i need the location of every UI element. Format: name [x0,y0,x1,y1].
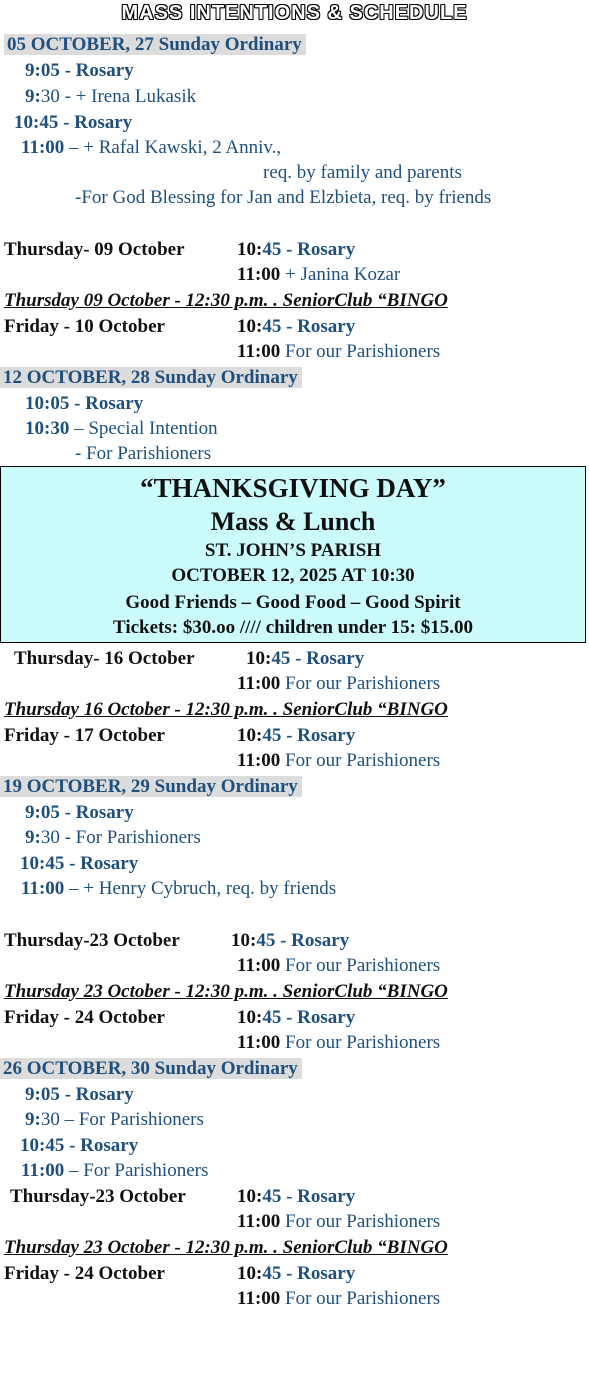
mass-intention: 45 - Rosary [271,648,365,669]
mass-line [237,315,355,339]
mass-line [231,929,349,953]
mass-line [246,647,364,671]
mass-intention: For our Parishioners [280,1288,441,1309]
mass-intention: For our Parishioners [280,955,441,976]
mass-time: 11:00 [237,955,281,976]
mass-intention: 30 - + Irena Lukasik [40,86,197,107]
mass-intention: For our Parishioners [280,750,441,771]
weekday-label: Thursday- 09 October [4,239,185,260]
page-title: MASS INTENTIONS & SCHEDULE [121,2,468,24]
mass-time: 10: [231,930,257,951]
sunday-header [0,775,302,799]
mass-time: 11:00 [237,673,281,694]
mass-intention: 45 - Rosary [262,1263,356,1284]
mass-intention: 45 - Rosary [262,1007,356,1028]
mass-time: 9: [25,86,41,107]
weekday-label: Thursday-23 October [10,1186,186,1207]
mass-line [237,1262,355,1286]
mass-line [237,724,355,748]
mass-time: 11:00 [237,750,281,771]
section-header: 12 OCTOBER, 28 Sunday Ordinary [0,367,302,388]
mass-time: 10:45 - Rosary [14,112,133,133]
mass-intention: – + Henry Cybruch, req. by friends [64,878,337,899]
weekday-label: Friday - 24 October [4,1263,165,1284]
mass-line [25,1108,204,1132]
mass-line [237,954,440,978]
weekday-label: Friday - 24 October [4,1007,165,1028]
mass-intention: – For Parishioners [64,1160,209,1181]
mass-line [237,340,440,364]
mass-line [21,136,281,160]
sunday-header [4,33,306,57]
bingo-event: Thursday 16 October - 12:30 p.m. . SeniorClub “BINGO [4,699,448,720]
mass-line [237,238,355,262]
mass-time: 10: [237,1007,263,1028]
mass-intention: For our Parishioners [280,1211,441,1232]
mass-intention: -For God Blessing for Jan and Elzbieta, req. by friends [75,187,492,208]
mass-line [237,1210,440,1234]
mass-time: 11:00 [21,878,65,899]
mass-time: 10: [237,1263,263,1284]
mass-line [21,877,336,901]
mass-time: 10: [246,648,272,669]
mass-line [21,1159,208,1183]
banner-tickets: Tickets: $30.oo //// children under 15: $15.00 [113,617,473,638]
mass-intention: 45 - Rosary [262,725,356,746]
mass-intention: 45 - Rosary [262,239,356,260]
mass-time: 9:05 - Rosary [25,60,134,81]
mass-line [25,826,201,850]
banner-date: OCTOBER 12, 2025 AT 10:30 [171,565,415,586]
mass-time: 10:45 - Rosary [20,1135,139,1156]
banner-subtitle: Mass & Lunch [210,507,376,536]
mass-time: 9:05 - Rosary [25,802,134,823]
mass-time: 11:00 [237,1211,281,1232]
banner-motto: Good Friends – Good Food – Good Spirit [125,592,461,613]
mass-line [237,1031,440,1055]
mass-intention: – + Rafal Kawski, 2 Anniv., [64,137,282,158]
mass-time: 10: [237,1186,263,1207]
mass-intention: 45 - Rosary [262,316,356,337]
mass-time: 11:00 [237,341,281,362]
bingo-event: Thursday 23 October - 12:30 p.m. . SeniorClub “BINGO [4,981,448,1002]
mass-intention: - For Parishioners [75,443,212,464]
weekday-label: Friday - 10 October [4,316,165,337]
mass-time: 11:00 [21,137,65,158]
mass-intention: For our Parishioners [280,341,441,362]
mass-line [25,417,218,441]
bingo-event: Thursday 23 October - 12:30 p.m. . SeniorClub “BINGO [4,1237,448,1258]
mass-line [237,1006,355,1030]
section-header: 19 OCTOBER, 29 Sunday Ordinary [0,776,302,797]
mass-line [237,672,440,696]
mass-time: 10:05 - Rosary [25,393,144,414]
thanksgiving-banner [0,466,586,643]
mass-intention: – Special Intention [69,418,218,439]
banner-title: “THANKSGIVING DAY” [140,473,446,503]
mass-intention: For our Parishioners [280,673,441,694]
bingo-event: Thursday 09 October - 12:30 p.m. . SeniorClub “BINGO [4,290,448,311]
mass-time: 10: [237,239,263,260]
mass-time: 10: [237,725,263,746]
mass-time: 10:30 [25,418,70,439]
mass-time: 11:00 [237,264,281,285]
mass-intention: For our Parishioners [280,1032,441,1053]
mass-line [237,1287,440,1311]
section-header: 05 OCTOBER, 27 Sunday Ordinary [4,34,306,55]
weekday-label: Thursday- 16 October [14,648,195,669]
mass-line [237,1185,355,1209]
mass-time: 11:00 [237,1032,281,1053]
mass-line [237,749,440,773]
mass-intention: + Janina Kozar [280,264,401,285]
weekday-label: Thursday-23 October [4,930,180,951]
banner-parish: ST. JOHN’S PARISH [204,540,382,561]
mass-time: 10: [237,316,263,337]
mass-line [237,263,400,287]
sunday-header [0,1057,302,1081]
mass-time: 11:00 [237,1288,281,1309]
mass-intention: 45 - Rosary [262,1186,356,1207]
sunday-header [0,366,302,390]
mass-time: 10:45 - Rosary [20,853,139,874]
section-header: 26 OCTOBER, 30 Sunday Ordinary [0,1058,302,1079]
mass-intention: 30 – For Parishioners [40,1109,204,1130]
weekday-label: Friday - 17 October [4,725,165,746]
mass-time: 9:05 - Rosary [25,1084,134,1105]
mass-intention: 30 - For Parishioners [40,827,201,848]
mass-intention: req. by family and parents [263,162,462,183]
mass-time: 9: [25,827,41,848]
mass-intention: 45 - Rosary [256,930,350,951]
mass-line [25,85,196,109]
mass-time: 9: [25,1109,41,1130]
mass-time: 11:00 [21,1160,65,1181]
